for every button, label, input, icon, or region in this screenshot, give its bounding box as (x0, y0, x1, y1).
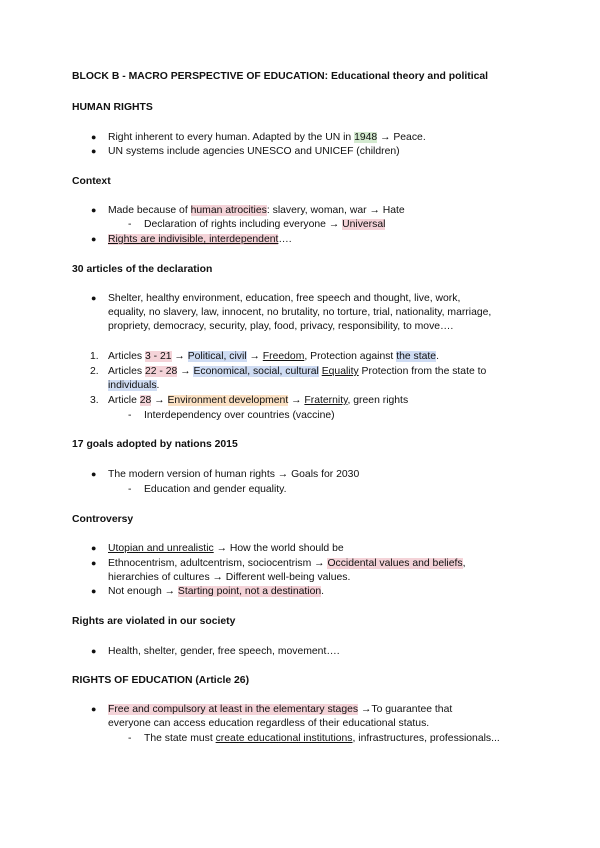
document-title: BLOCK B - MACRO PERSPECTIVE OF EDUCATION: Educational theory and political (72, 71, 489, 82)
section-heading-articles: 30 articles of the declaration (72, 264, 213, 275)
highlight-text: Rights are indivisible, interdependent (108, 234, 279, 245)
bullet-icon: ● (91, 132, 97, 142)
list-item: Ethnocentrism, adultcentrism, sociocentrism → Occidental values and beliefs, (108, 558, 466, 569)
sub-list-item: Interdependency over countries (vaccine) (144, 410, 335, 421)
list-item-line: hierarchies of cultures → Different well-being values. (108, 572, 351, 583)
bullet-icon: ● (91, 558, 97, 568)
highlight-text: Universal (342, 219, 386, 230)
list-item: Made because of human atrocities: slavery, woman, war → Hate (108, 205, 405, 216)
highlight-text: Environment development (167, 395, 289, 406)
highlight-text: Economical, social, cultural (193, 366, 319, 377)
list-item-line: everyone can access education regardless of their educational status. (108, 718, 430, 729)
numbered-item: Articles 3 - 21 → Political, civil → Freedom, Protection against the state. (108, 351, 439, 362)
numbered-item-line: individuals. (108, 380, 160, 391)
bullet-icon: ● (91, 293, 97, 303)
highlight-text: Occidental values and beliefs (327, 558, 463, 569)
highlight-year: 1948 (354, 132, 378, 143)
list-number: 2. (90, 366, 99, 377)
bullet-icon: ● (91, 543, 97, 553)
list-item: UN systems include agencies UNESCO and UNICEF (children) (108, 146, 400, 157)
list-number: 3. (90, 395, 99, 406)
bullet-icon: ● (91, 146, 97, 156)
list-item: The modern version of human rights → Goals for 2030 (108, 469, 360, 480)
sub-list-item: The state must create educational institutions, infrastructures, professionals... (144, 733, 500, 744)
section-heading-context: Context (72, 176, 111, 187)
list-item-line: equality, no slavery, law, innocent, no brutality, no torture, trial, nationality, marriage, (108, 307, 492, 318)
list-item-line: Shelter, healthy environment, education, free speech and thought, live, work, (108, 293, 461, 304)
bullet-icon: ● (91, 469, 97, 479)
dash-icon: - (128, 733, 132, 744)
list-item: Utopian and unrealistic → How the world should be (108, 543, 344, 554)
list-number: 1. (90, 351, 99, 362)
sub-list-item: Education and gender equality. (144, 484, 287, 495)
section-heading-violated: Rights are violated in our society (72, 616, 236, 627)
numbered-item: Article 28 → Environment development → Fraternity, green rights (108, 395, 409, 406)
highlight-text: Starting point, not a destination (177, 586, 322, 597)
bullet-icon: ● (91, 234, 97, 244)
list-item: Free and compulsory at least in the elementary stages →To guarantee that (108, 704, 453, 715)
highlight-text: Free and compulsory at least in the elementary stages (108, 704, 359, 715)
sub-list-item: Declaration of rights including everyone → Universal (144, 219, 386, 230)
list-item: Health, shelter, gender, free speech, movement…. (108, 646, 340, 657)
bullet-icon: ● (91, 704, 97, 714)
dash-icon: - (128, 219, 132, 230)
highlight-text: Political, civil (187, 351, 247, 362)
dash-icon: - (128, 484, 132, 495)
list-item-line: propriety, democracy, security, play, food, privacy, responsibility, to move…. (108, 321, 454, 332)
bullet-icon: ● (91, 586, 97, 596)
section-heading-goals: 17 goals adopted by nations 2015 (72, 439, 238, 450)
dash-icon: - (128, 410, 132, 421)
list-item: Right inherent to every human. Adapted by the UN in 1948 → Peace. (108, 132, 426, 143)
bullet-icon: ● (91, 205, 97, 215)
section-heading-education: RIGHTS OF EDUCATION (Article 26) (72, 675, 250, 686)
list-item: Rights are indivisible, interdependent…. (108, 234, 292, 245)
section-heading-controversy: Controversy (72, 514, 134, 525)
numbered-item: Articles 22 - 28 → Economical, social, cultural Equality Protection from the state to (108, 366, 487, 377)
bullet-icon: ● (91, 646, 97, 656)
section-heading-human-rights: HUMAN RIGHTS (72, 102, 153, 113)
highlight-text: human atrocities (190, 205, 267, 216)
list-item: Not enough → Starting point, not a destination. (108, 586, 325, 597)
